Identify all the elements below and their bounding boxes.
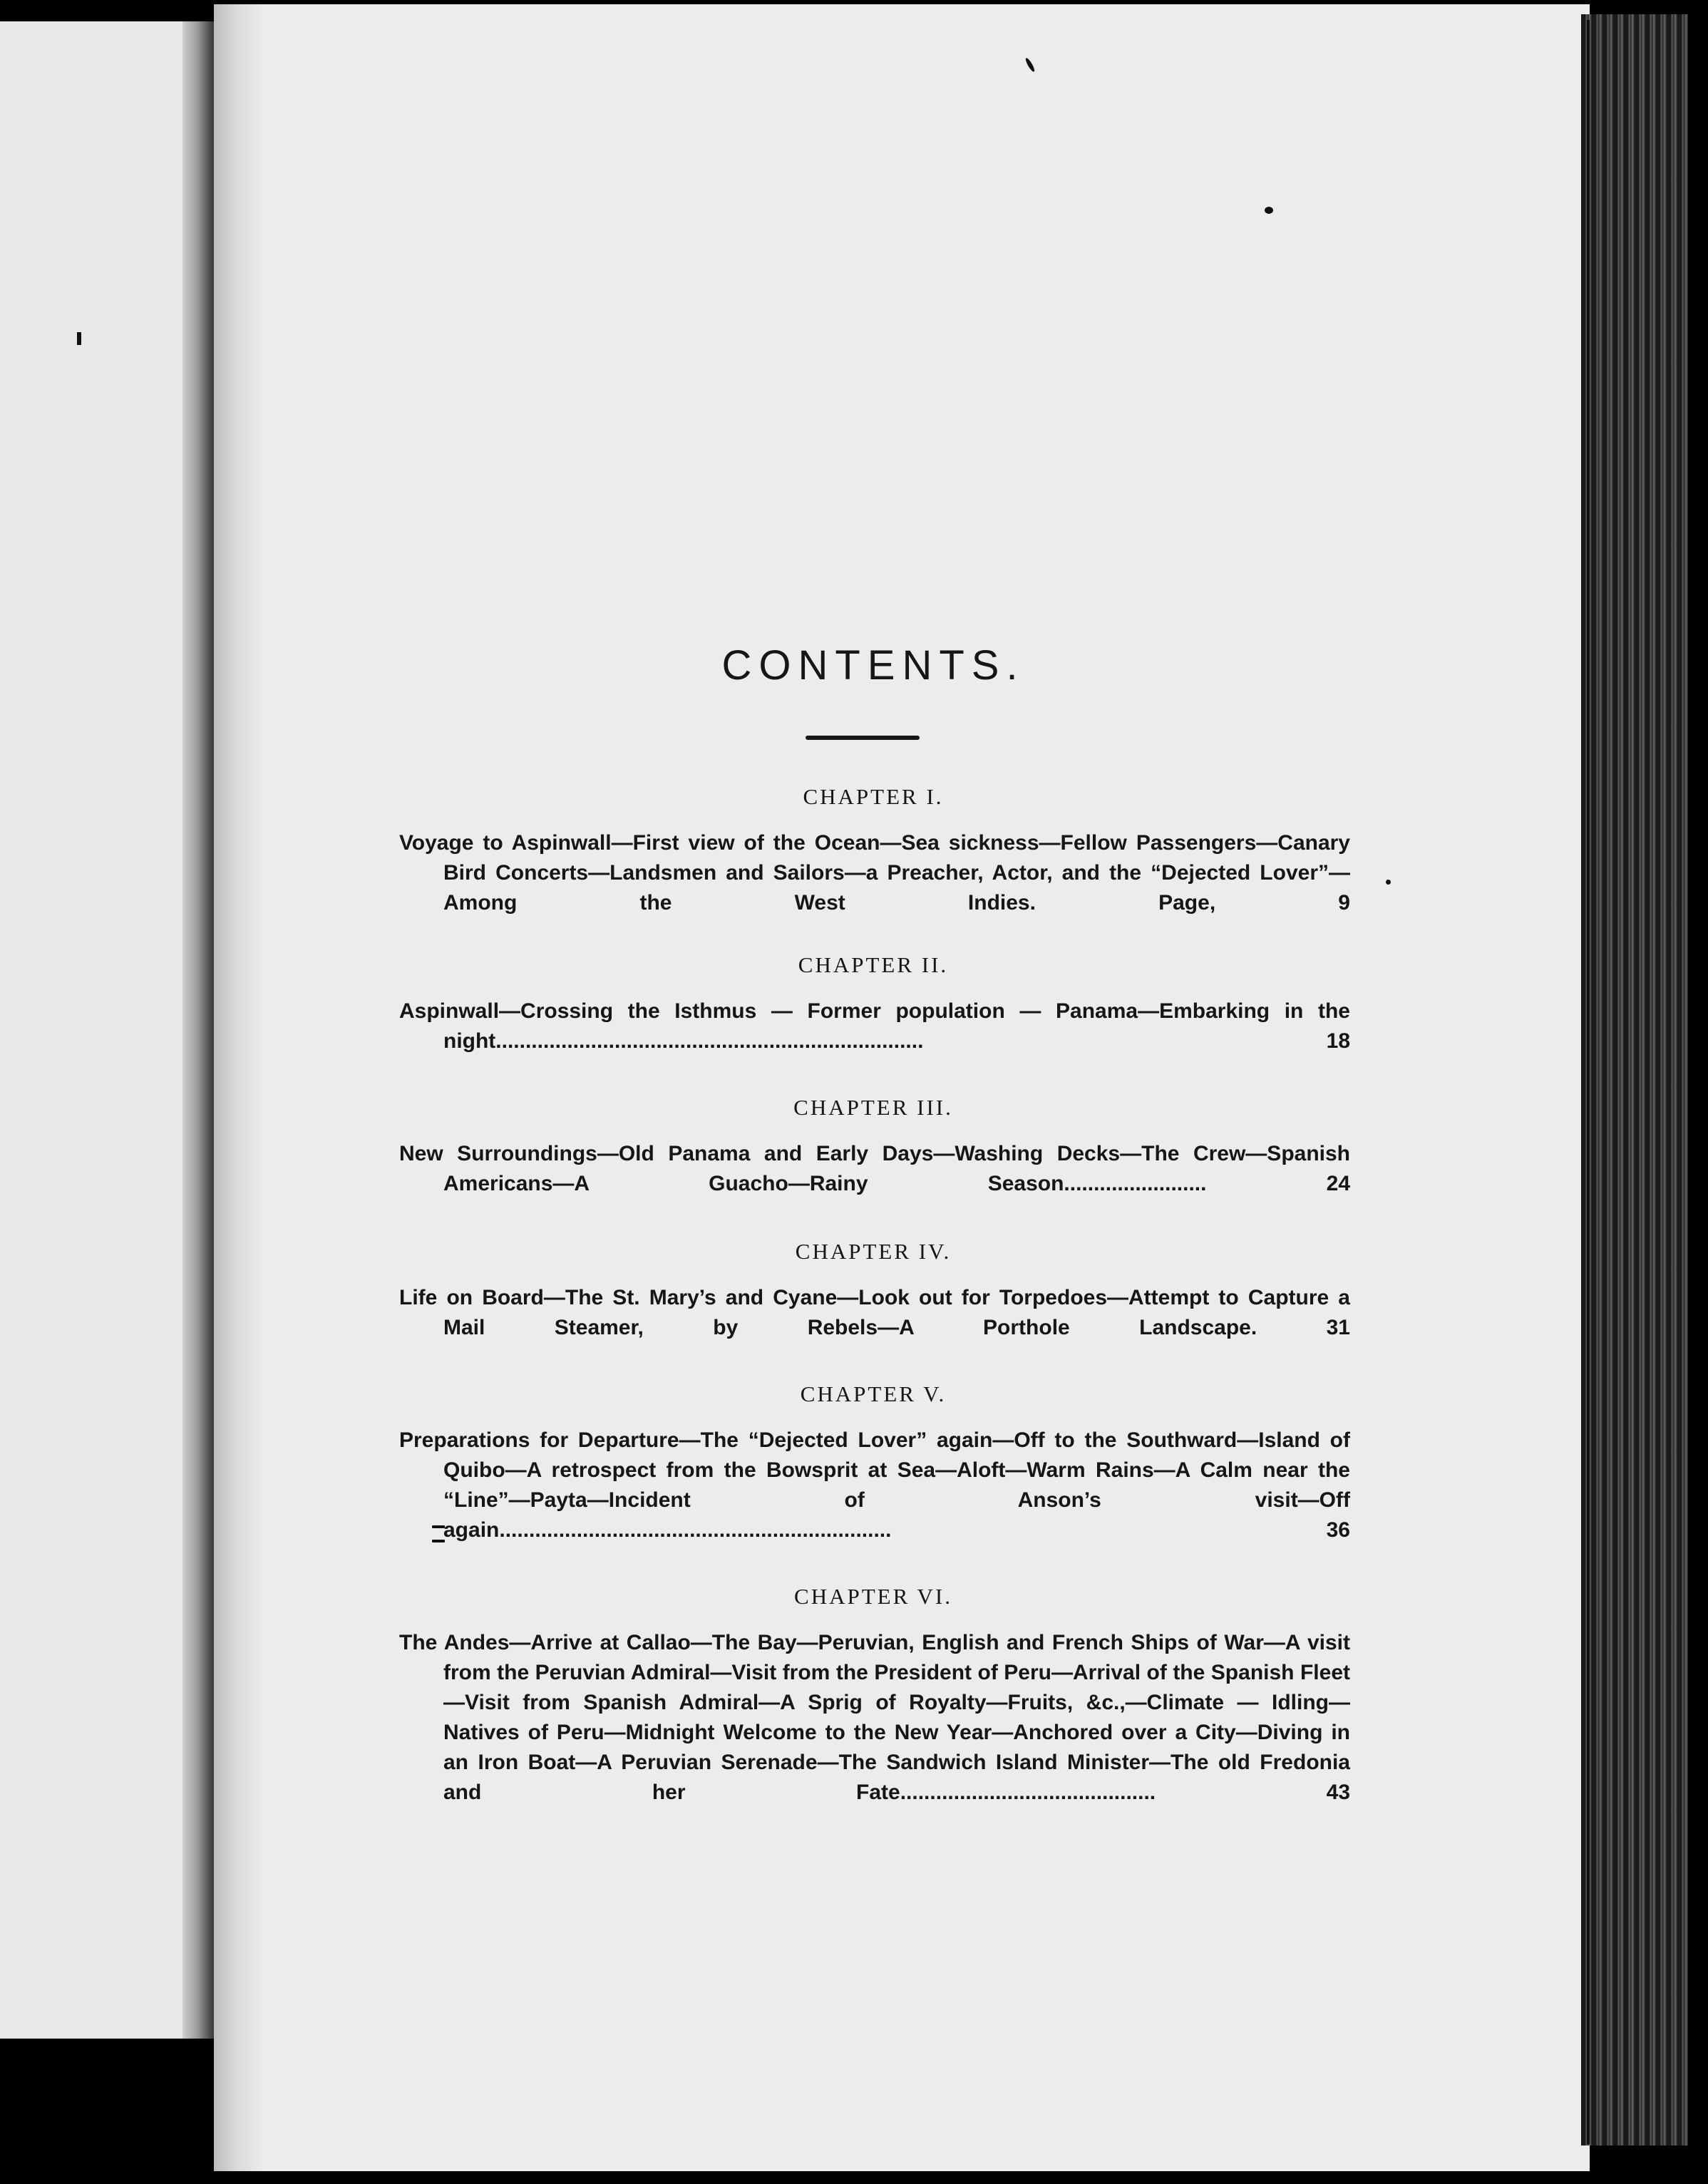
chapter-summary: New Surroundings—Old Panama and Early Days—Washing Decks—The Crew—Spanish Americans—A Guacho—Rainy Season........................ 24 [399,1142,1350,1195]
chapter-summary: Preparations for Departure—The “Dejected Lover” again—Off to the Southward—Island of Quibo—A retrospect from the Bowsprit at Sea—Aloft—Warm Rains—A Calm near the “Line”—Payta—Incident of Anson’s visit—Off again.................................................................. 36 [399,1428,1350,1542]
chapter-entry [399,1239,1354,1343]
chapter-heading: CHAPTER III. [793,1095,953,1120]
chapter-heading: CHAPTER VI. [794,1584,952,1609]
chapter-summary: Voyage to Aspinwall—First view of the Ocean—Sea sickness—Fellow Passengers—Canary Bird Concerts—Landsmen and Sailors—a Preacher, Actor, and the “Dejected Lover”—Among the West Indies. Page, 9 [399,831,1350,915]
chapter-heading: CHAPTER I. [803,784,944,809]
chapter-summary: The Andes—Arrive at Callao—The Bay—Peruvian, English and French Ships of War—A visit from the Peruvian Admiral—Visit from the President of Peru—Arrival of the Spanish Fleet—Visit from Spanish Admiral—A Sprig of Royalty—Fruits, &c.,—Climate — Idling—Natives of Peru—Midnight Welcome to the New Year—Anchored over a City—Diving in an Iron Boat—A Peruvian Serenade—The Sandwich Island Minister—The old Fredonia and her Fate........................................... 43 [399,1631,1350,1804]
page-edge-line [1587,20,1590,2144]
left-facing-page [0,21,191,2039]
chapter-entry [399,1584,1354,1808]
page-shadow [214,4,264,2171]
chapter-entry [399,784,1354,918]
scan-speck [1265,207,1273,214]
chapter-heading: CHAPTER II. [798,952,949,977]
page-mark [77,332,81,345]
chapter-heading: CHAPTER IV. [795,1239,952,1264]
chapter-summary: Aspinwall—Crossing the Isthmus — Former population — Panama—Embarking in the night........................................................................ 18 [399,999,1350,1053]
title-rule [806,736,920,740]
chapter-summary: Life on Board—The St. Mary’s and Cyane—Look out for Torpedoes—Attempt to Capture a Mail Steamer, by Rebels—A Porthole Landscape. 31 [399,1286,1350,1339]
chapter-entry [399,1095,1354,1199]
page-edges [1581,14,1688,2146]
contents-page [214,4,1590,2171]
scan-speck [1386,880,1391,885]
chapter-heading: CHAPTER V. [800,1381,947,1406]
page-title: CONTENTS. [721,642,1025,689]
chapter-entry [399,952,1354,1056]
chapter-entry [399,1381,1354,1545]
